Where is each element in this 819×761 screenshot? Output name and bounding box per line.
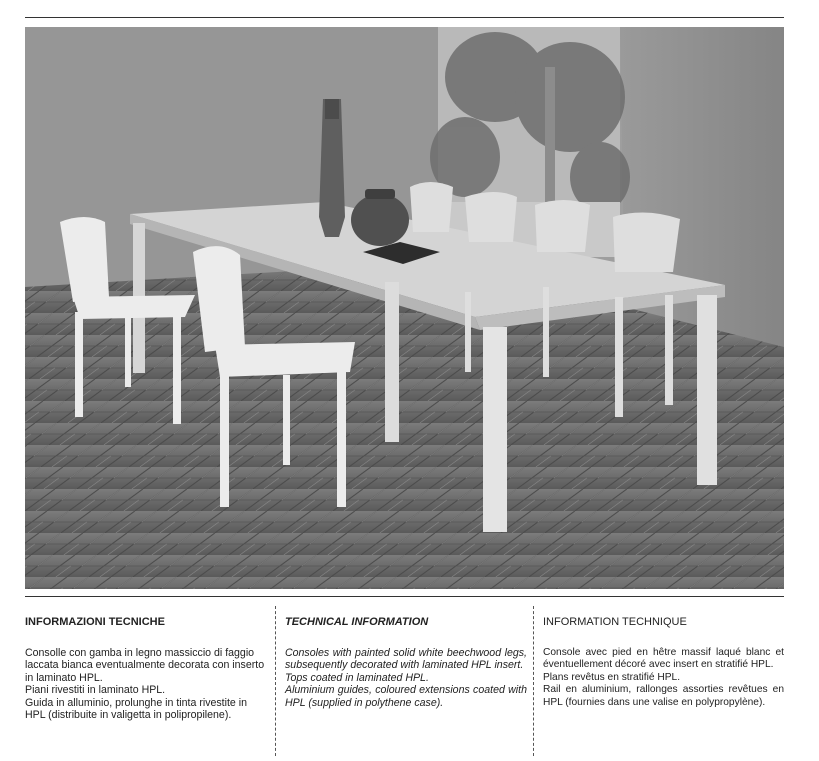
top-rule xyxy=(25,17,784,18)
italian-paragraph: Guida in alluminio, prolunghe in tinta rivestite in HPL (distribuite in valigetta in polipropilene). xyxy=(25,696,248,722)
column-divider xyxy=(275,606,276,756)
heading-english: TECHNICAL INFORMATION xyxy=(285,616,429,628)
product-photo xyxy=(25,27,784,589)
english-paragraph: Consoles with painted solid white beechwood legs, subsequently decorated with laminated HPL insert. xyxy=(285,647,527,672)
french-paragraph: Console avec pied en hêtre massif laqué blanc et éventuellement décoré avec insert en stratifié HPL. xyxy=(543,647,784,671)
italian-paragraph: Consolle con gamba in legno massiccio di faggio laccata bianca eventualmente decorata con inserto in laminato HPL. xyxy=(25,647,265,684)
heading-french: INFORMATION TECHNIQUE xyxy=(543,616,687,628)
italian-paragraph: Piani rivestiti in laminato HPL. xyxy=(25,684,166,697)
english-paragraph: Aluminium guides, coloured extensions coated with HPL (supplied in polythene case). xyxy=(285,684,527,709)
section-rule xyxy=(25,596,784,597)
dining-table-scene xyxy=(25,27,784,589)
column-french xyxy=(543,616,784,709)
heading-italian: INFORMAZIONI TECNICHE xyxy=(25,616,165,628)
column-italian xyxy=(25,616,265,721)
column-divider xyxy=(533,606,534,756)
column-english xyxy=(285,616,527,709)
french-paragraph: Rail en aluminium, rallonges assorties revêtues en HPL (fournies dans une valise en polypropylène). xyxy=(543,684,784,708)
french-paragraph: Plans revêtus en stratifié HPL. xyxy=(543,671,681,683)
english-paragraph: Tops coated in laminated HPL. xyxy=(285,671,429,684)
